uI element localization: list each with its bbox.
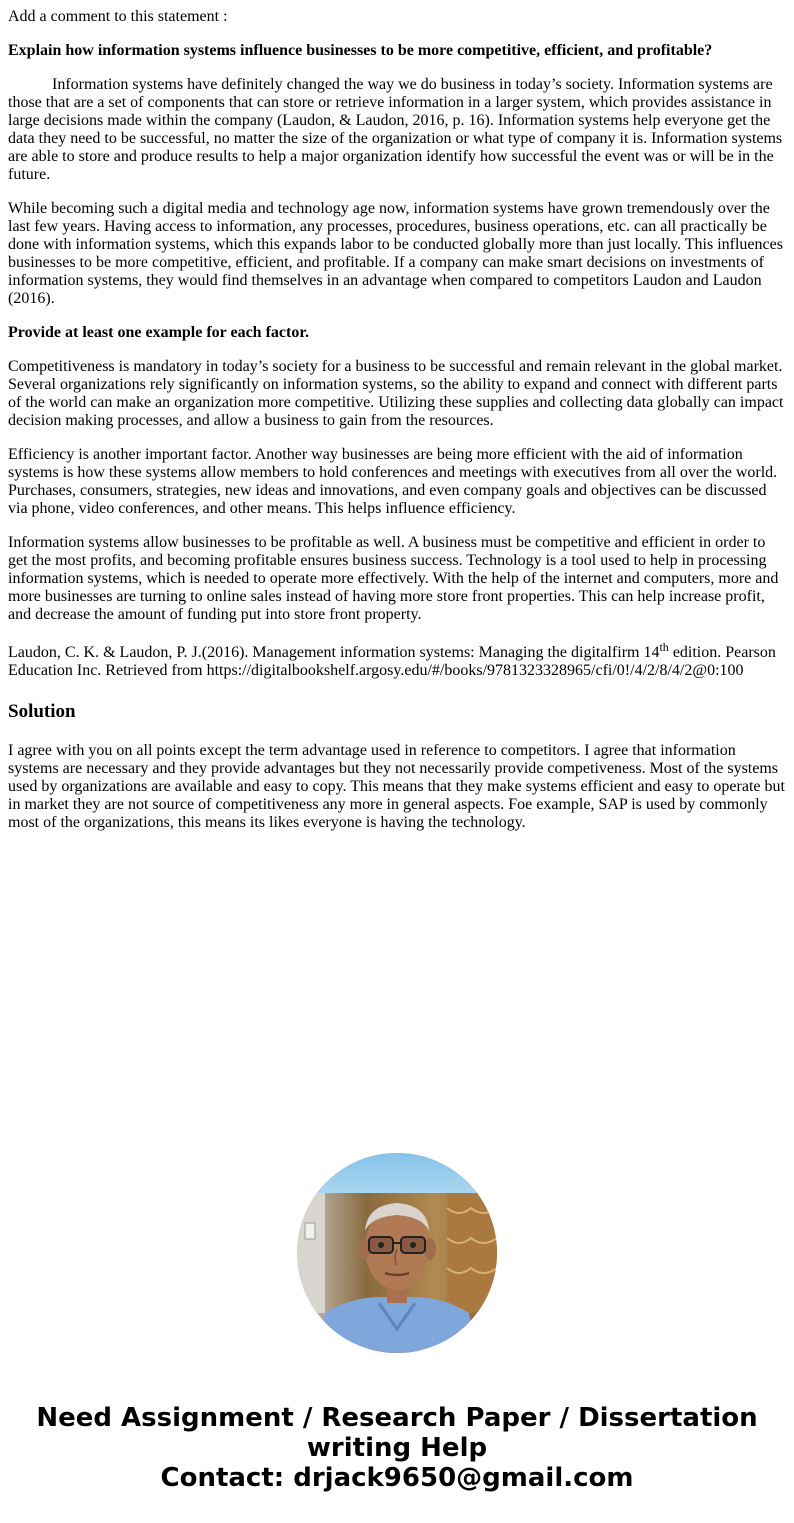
solution-heading: Solution [8,701,76,722]
reference-superscript: th [659,640,669,654]
paragraph-2: While becoming such a digital media and technology age now, information systems have grown tremendously over the last few years. Having access to information, any processes, procedures, business operations, etc. can all practically be done with information systems, which this expands labor to be conducted globally more than just locally. This influences businesses to be more competitive, efficient, and profitable. If a company can make smart decisions on investments of information systems, they would find themselves in an advantage when compared to competitors Laudon and Laudon (2016). [8,200,783,307]
paragraph-3: Competitiveness is mandatory in today’s society for a business to be successful and remain relevant in the global market. Several organizations rely significantly on information systems, so the ability to expand and connect with different parts of the world can make an organization more competitive. Utilizing these supplies and collecting data globally can impact decision making processes, and allow a business to gain from the resources. [8,358,784,429]
banner-line-3: Contact: drjack9650@gmail.com [160,1463,634,1493]
banner-line-2: writing Help [306,1433,488,1463]
intro-text: Add a comment to this statement : [8,8,228,25]
contact-banner [0,1403,794,1493]
solution-text: I agree with you on all points except the term advantage used in reference to competitors. I agree that information systems are necessary and they provide advantages but they not necessarily provide competiveness. Most of the systems used by organizations are available and easy to copy. This means that they make systems efficient and easy to operate but in market they are not source of competitiveness any more in general aspects. Foe example, SAP is used by commonly most of the organizations, this means its likes everyone is having the technology. [8,742,785,831]
author-photo [297,1153,497,1353]
question-heading: Explain how information systems influence businesses to be more competitive, efficient, and profitable? [8,42,713,59]
reference-part-1: Laudon, C. K. & Laudon, P. J.(2016). Management information systems: Managing the digitalfirm 14 [8,644,660,661]
example-question: Provide at least one example for each factor. [8,324,309,341]
portrait-illustration [297,1153,497,1353]
paragraph-1-text: Information systems have definitely changed the way we do business in today’s society. Information systems are those that are a set of components that can store or retrieve information in a larger system, which provides assistance in large decisions made within the company (Laudon, & Laudon, 2016, p. 16). Information systems help everyone get the data they need to be successful, no matter the size of the organization or what type of company it is. Information systems are able to store and produce results to help a major organization identify how successful the event was or will be in the future. [8,76,783,183]
reference-citation [8,640,786,680]
paragraph-5: Information systems allow businesses to be profitable as well. A business must be competitive and efficient in order to get the most profits, and becoming profitable ensures business success. Technology is a tool used to help in processing information systems, which is needed to operate more effectively. With the help of the internet and computers, more and more businesses are turning to online sales instead of having more store front properties. This can help increase profit, and decrease the amount of funding put into store front property. [8,534,779,623]
paragraph-1 [8,76,786,184]
banner-line-1: Need Assignment / Research Paper / Dissertation [36,1403,758,1433]
reference-part-2: edition. Pearson Education Inc. Retrieved from https://digitalbookshelf.argosy.edu/#/books/9781323328965/cfi/0!/4/2/8/4/2@0:100 [8,644,776,679]
paragraph-4: Efficiency is another important factor. Another way businesses are being more efficient with the aid of information systems is how these systems allow members to hold conferences and meetings with executives from all over the world. Purchases, consumers, strategies, new ideas and innovations, and even company goals and objectives can be discussed via phone, video conferences, and other means. This helps influence efficiency. [8,446,778,517]
